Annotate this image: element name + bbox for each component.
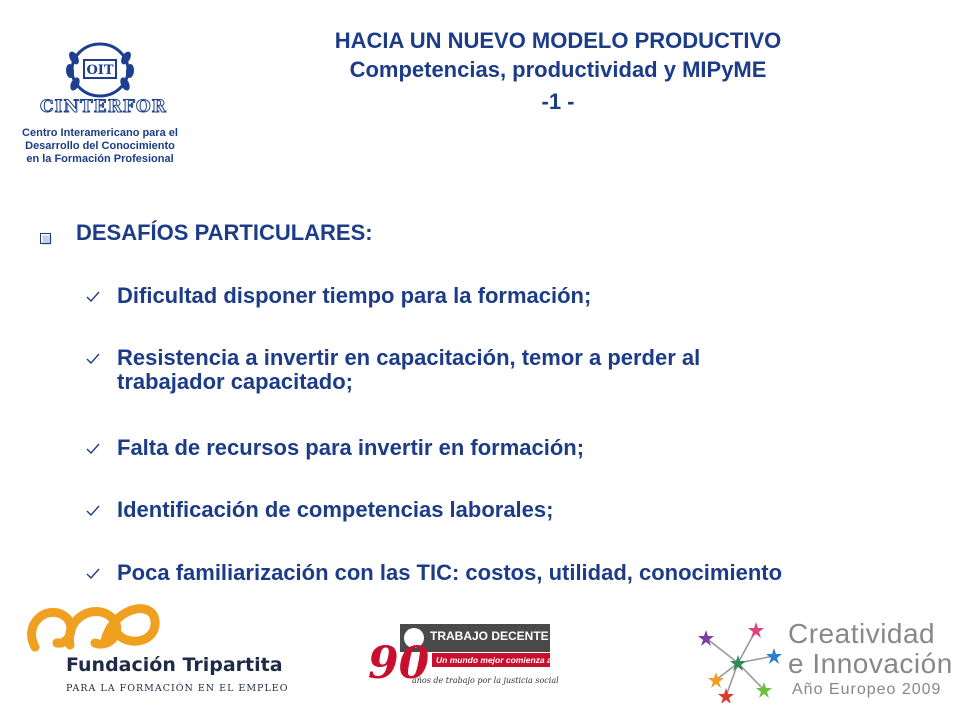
creatividad-year: Año Europeo 2009 [792, 681, 942, 698]
cinterfor-wordmark: CINTERFOR [40, 97, 167, 117]
caption-line: Desarrollo del Conocimiento [25, 140, 175, 152]
list-item [117, 561, 937, 585]
slide-number: -1 - [541, 89, 575, 114]
caption-line: Centro Interamericano para el [22, 127, 178, 139]
list-item [117, 498, 937, 522]
trabajo-slogan: Un mundo mejor comienza aquí [436, 655, 565, 665]
slide-subtitle: Competencias, productividad y MIPyME [349, 57, 767, 82]
list-item-text: Poca familiarización con las TIC: costos, utilidad, conocimiento [117, 560, 783, 585]
list-item [117, 436, 937, 460]
oit-emblem-text: OIT [86, 63, 114, 78]
checkmark-icon [86, 352, 100, 366]
fundacion-name: Fundación Tripartita [66, 654, 283, 676]
trabajo-tagline: años de trabajo por la justicia social [412, 676, 559, 685]
list-item-text: Resistencia a invertir en capacitación, temor a perder al [117, 345, 701, 370]
caption-line: en la Formación Profesional [26, 153, 174, 165]
list-item-text: trabajador capacitado; [117, 369, 353, 394]
fundacion-subtitle: PARA LA FORMACIÓN EN EL EMPLEO [66, 683, 289, 694]
list-item-text: Dificultad disponer tiempo para la formación; [117, 283, 592, 308]
innovacion-title: e Innovación [788, 648, 953, 679]
checkmark-icon [86, 442, 100, 456]
cinterfor-caption [0, 127, 200, 166]
creatividad-title: Creatividad [788, 618, 936, 649]
square-bullet-icon [40, 233, 52, 245]
slide-title: HACIA UN NUEVO MODELO PRODUCTIVO [334, 28, 782, 53]
list-item [117, 284, 937, 308]
list-item-text: Identificación de competencias laborales; [117, 497, 554, 522]
section-heading: DESAFÍOS PARTICULARES: [76, 220, 373, 245]
stars-logo-icon [686, 618, 791, 703]
trabajo-decente-title: TRABAJO DECENTE [430, 629, 549, 643]
checkmark-icon [86, 290, 100, 304]
checkmark-icon [86, 504, 100, 518]
checkmark-icon [86, 567, 100, 581]
trabajo-90-mark: 90 [368, 638, 430, 689]
list-item-text: Falta de recursos para invertir en formación; [117, 435, 585, 460]
list-item [117, 346, 937, 394]
